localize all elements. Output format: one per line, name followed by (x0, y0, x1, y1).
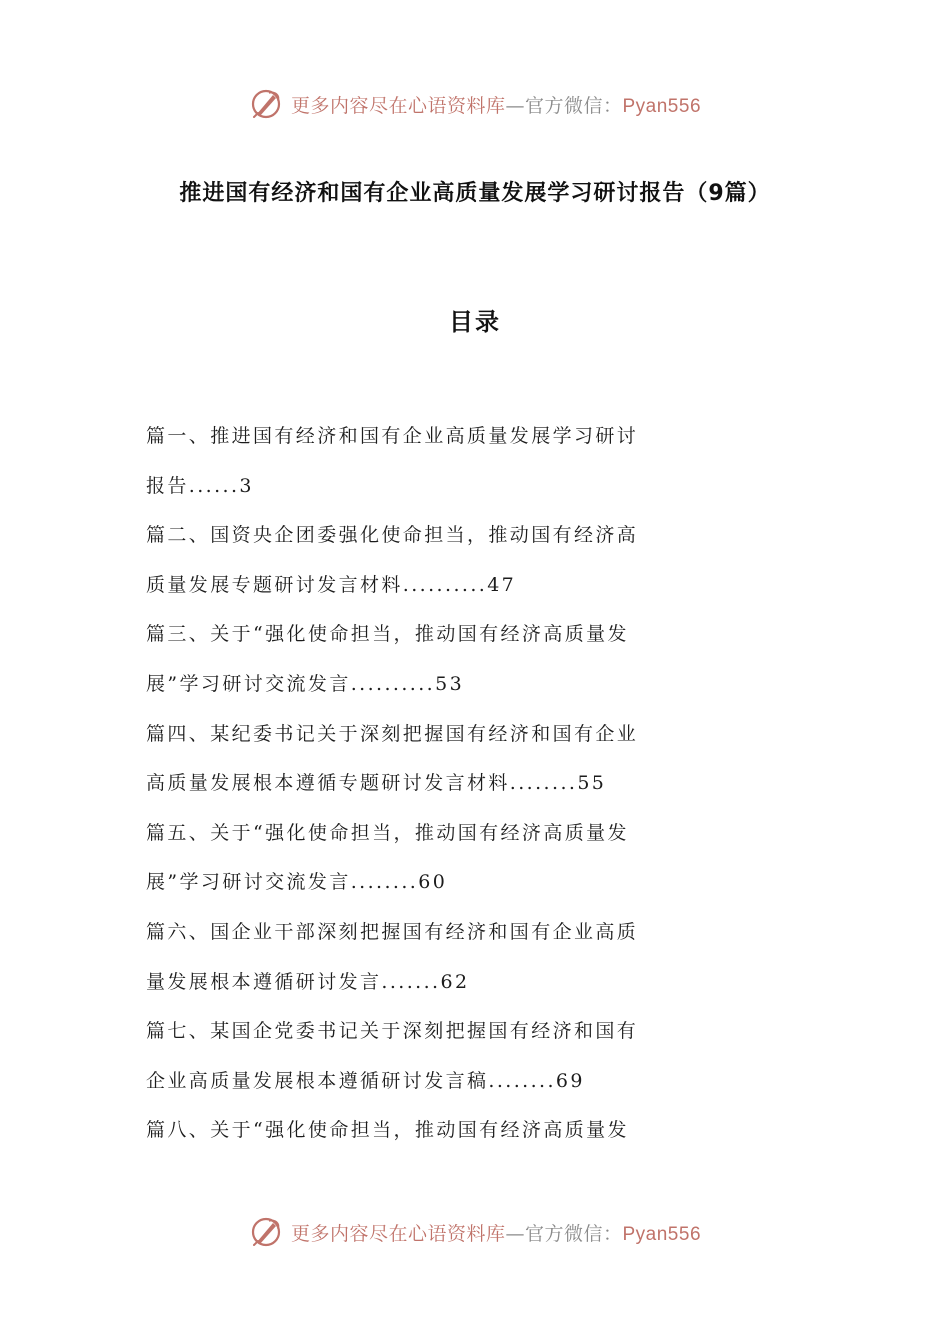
toc-line: 高质量发展根本遵循专题研讨发言材料........55 (146, 772, 607, 795)
toc-line: 篇八、关于“强化使命担当，推动国有经济高质量发 (146, 1119, 629, 1142)
watermark-dash: — (505, 94, 525, 117)
watermark-wechat-id: Pyan556 (622, 95, 702, 117)
quill-pen-logo-icon (249, 87, 283, 121)
table-of-contents (146, 412, 666, 1156)
toc-line: 篇六、国企业干部深刻把握国有经济和国有企业高质 (146, 920, 639, 943)
document-title: 推进国有经济和国有企业高质量发展学习研讨报告（9篇） (179, 181, 771, 206)
header-watermark (0, 84, 950, 124)
toc-heading: 目录 (449, 308, 501, 336)
toc-line: 质量发展专题研讨发言材料..........47 (146, 573, 517, 596)
watermark-brand: 更多内容尽在心语资料库 (290, 94, 506, 117)
watermark-text (291, 91, 701, 118)
watermark-brand: 更多内容尽在心语资料库 (290, 1222, 506, 1245)
watermark-label: 官方微信： (524, 1222, 623, 1245)
quill-pen-logo-icon (249, 1215, 283, 1249)
toc-line: 量发展根本遵循研讨发言.......62 (146, 970, 470, 993)
toc-line: 展”学习研讨交流发言........60 (146, 871, 448, 894)
toc-line: 篇一、推进国有经济和国有企业高质量发展学习研讨 (146, 425, 639, 447)
toc-line: 篇三、关于“强化使命担当，推动国有经济高质量发 (146, 623, 629, 646)
toc-line: 篇二、国资央企团委强化使命担当，推动国有经济高 (146, 524, 639, 547)
watermark-dash: — (505, 1222, 525, 1245)
footer-watermark (0, 1212, 950, 1252)
watermark-wechat-id: Pyan556 (622, 1223, 702, 1245)
watermark-text (291, 1219, 701, 1246)
toc-line: 篇四、某纪委书记关于深刻把握国有经济和国有企业 (146, 722, 639, 745)
toc-line: 企业高质量发展根本遵循研讨发言稿........69 (146, 1069, 585, 1092)
toc-line: 篇五、关于“强化使命担当，推动国有经济高质量发 (146, 821, 629, 844)
toc-line: 展”学习研讨交流发言..........53 (146, 672, 465, 695)
toc-line: 篇七、某国企党委书记关于深刻把握国有经济和国有 (146, 1020, 639, 1043)
toc-line: 报告......3 (146, 474, 254, 497)
watermark-label: 官方微信： (524, 94, 623, 117)
